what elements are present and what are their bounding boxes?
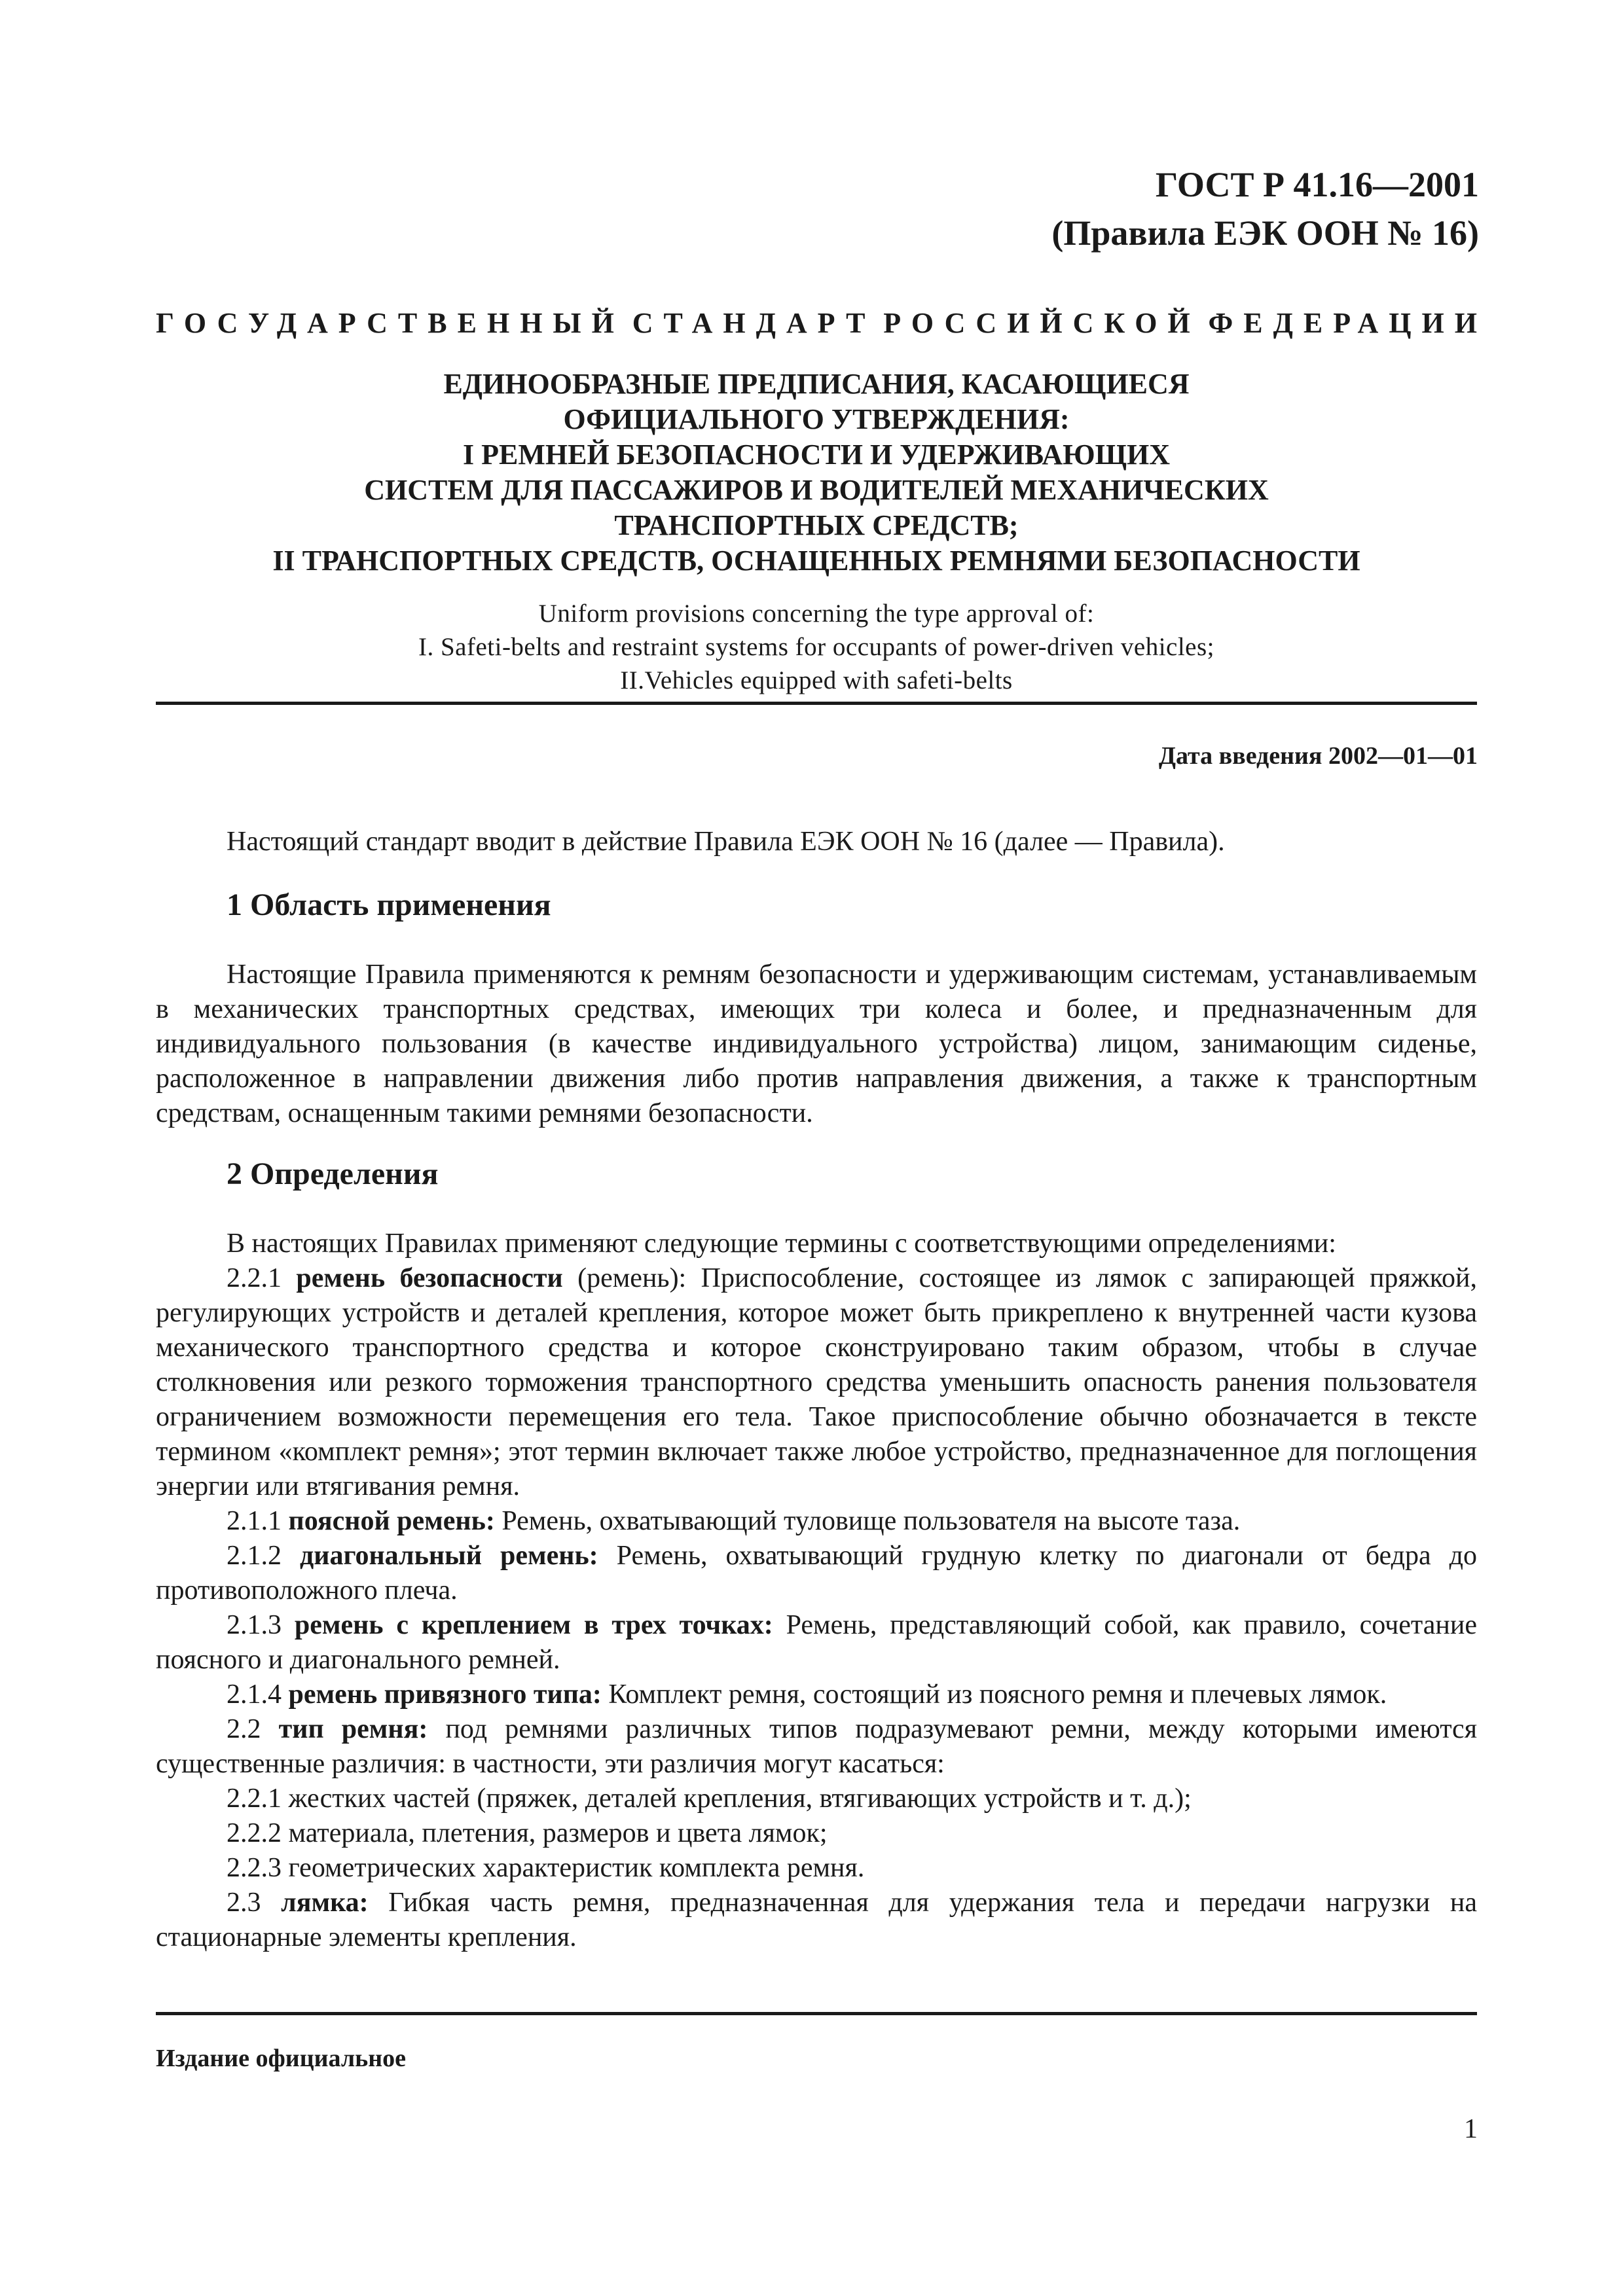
item-text: (ремень): Приспособление, состоящее из лямок с запирающей пряжкой, регулирующих устройств и деталей крепления, которое может быть прикреплено к внутренней части кузова механического транспортного средства и которое сконструировано таким образом, чтобы в случае столкновения или резкого торможения транспортного средства уменьшить опасность ранения пользователя ограничением возможности перемещения его тела. Такое приспособление обычно обозначается в тексте термином «комплект ремня»; этот термин включает также любое устройство, предназначенное для поглощения энергии или втягивания ремня.: [156, 1263, 1478, 1501]
title-line: СИСТЕМ ДЛЯ ПАССАЖИРОВ И ВОДИТЕЛЕЙ МЕХАНИЧЕСКИХ: [364, 474, 1269, 506]
gost-number: ГОСТ Р 41.16—2001: [1155, 165, 1479, 204]
item-number: 2.1.4: [227, 1679, 282, 1710]
item-number: 2.2.2: [227, 1818, 282, 1848]
un-rule-number: (Правила ЕЭК ООН № 16): [1051, 213, 1479, 253]
english-title-line: I. Safeti-belts and restraint systems for occupants of power-driven vehicles;: [418, 633, 1215, 661]
document-body: [156, 825, 1477, 1955]
state-standard-word: СТАНДАРТ: [632, 307, 876, 339]
item-term: ремень безопасности: [296, 1263, 563, 1293]
title-line: ТРАНСПОРТНЫХ СРЕДСТВ;: [614, 509, 1019, 541]
intro-paragraph: Настоящий стандарт вводит в действие Правила ЕЭК ООН № 16 (далее — Правила).: [227, 827, 1225, 857]
item-text: Ремень, охватывающий грудную клетку по диагонали от бедра до противоположного плеча.: [156, 1541, 1478, 1605]
item-text: жестких частей (пряжек, деталей крепления, втягивающих устройств и т. д.);: [288, 1784, 1192, 1814]
item-term: ремень привязного типа:: [288, 1679, 602, 1710]
item-text: геометрических характеристик комплекта ремня.: [288, 1853, 865, 1883]
introduction-date: Дата введения 2002—01—01: [1158, 742, 1478, 770]
definitions-lead: В настоящих Правилах применяют следующие термины с соответствующими определениями:: [227, 1229, 1336, 1259]
english-title-line: II.Vehicles equipped with safeti-belts: [620, 666, 1013, 694]
item-text: под ремнями различных типов подразумевают ремни, между которыми имеются существенные различия: в частности, эти различия могут касаться:: [156, 1714, 1478, 1779]
item-number: 2.2: [227, 1714, 261, 1744]
section-heading-scope: 1 Область применения: [227, 888, 551, 922]
item-number: 2.3: [227, 1888, 261, 1918]
page-number: 1: [1464, 2114, 1478, 2144]
item-number: 2.1.3: [227, 1610, 282, 1640]
definition-item: [156, 1677, 1477, 1712]
title-line: II ТРАНСПОРТНЫХ СРЕДСТВ, ОСНАЩЕННЫХ РЕМНЯМИ БЕЗОПАСНОСТИ: [272, 545, 1360, 577]
item-text: Комплект ремня, состоящий из поясного ремня и плечевых лямок.: [601, 1679, 1387, 1710]
document-title-english: [156, 597, 1477, 697]
english-title-line: Uniform provisions concerning the type approval of:: [538, 600, 1095, 628]
item-term: диагональный ремень:: [300, 1541, 598, 1571]
item-text: материала, плетения, размеров и цвета лямок;: [288, 1818, 828, 1848]
gost-designation: [1051, 160, 1479, 257]
definition-item: [156, 1261, 1477, 1504]
section-heading-definitions: 2 Определения: [227, 1157, 439, 1191]
title-line: ОФИЦИАЛЬНОГО УТВЕРЖДЕНИЯ:: [563, 403, 1070, 435]
item-term: поясной ремень:: [288, 1506, 495, 1536]
definition-item: [156, 1851, 1477, 1886]
title-divider: [156, 702, 1477, 705]
definition-item: [156, 1712, 1477, 1782]
state-standard-word: ФЕДЕРАЦИИ: [1208, 307, 1487, 339]
definition-item: [156, 1539, 1477, 1608]
document-title-russian: [156, 367, 1477, 579]
item-term: тип ремня:: [278, 1714, 428, 1744]
item-text: Гибкая часть ремня, предназначенная для удержания тела и передачи нагрузки на стационарные элементы крепления.: [156, 1888, 1477, 1952]
title-line: ЕДИНООБРАЗНЫЕ ПРЕДПИСАНИЯ, КАСАЮЩИЕСЯ: [443, 368, 1190, 400]
item-text: Ремень, охватывающий туловище пользователя на высоте таза.: [494, 1506, 1241, 1536]
definition-item: [156, 1816, 1477, 1851]
item-number: 2.1.1: [227, 1506, 282, 1536]
official-edition-label: Издание официальное: [156, 2045, 407, 2072]
title-line: I РЕМНЕЙ БЕЗОПАСНОСТИ И УДЕРЖИВАЮЩИХ: [463, 439, 1170, 471]
definition-item: [156, 1608, 1477, 1677]
scope-paragraph: Настоящие Правила применяются к ремням безопасности и удерживающим системам, устанавливаемым в механических транспортных средствах, имеющих три колеса и более, и предназначенным для индивидуального пользования (в качестве индивидуального устройства) лицом, занимающим сиденье, расположенное в направлении движения либо против направления движения, а также к транспортным средствам, оснащенным такими ремнями безопасности.: [156, 960, 1477, 1128]
item-number: 2.1.2: [227, 1541, 282, 1571]
item-number: 2.2.1: [227, 1784, 282, 1814]
definition-item: [156, 1886, 1477, 1955]
state-standard-word: РОССИЙСКОЙ: [883, 307, 1201, 339]
item-number: 2.2.1: [227, 1263, 282, 1293]
definition-item: [156, 1504, 1477, 1539]
footer-divider: [156, 2012, 1477, 2015]
definition-item: [156, 1782, 1477, 1816]
state-standard-word: ГОСУДАРСТВЕННЫЙ: [156, 307, 625, 339]
item-term: лямка:: [281, 1888, 369, 1918]
item-text: Ремень, представляющий собой, как правило, сочетание поясного и диагонального ремней.: [156, 1610, 1478, 1675]
item-number: 2.2.3: [227, 1853, 282, 1883]
state-standard-heading: [156, 304, 1487, 343]
item-term: ремень с креплением в трех точках:: [294, 1610, 773, 1640]
